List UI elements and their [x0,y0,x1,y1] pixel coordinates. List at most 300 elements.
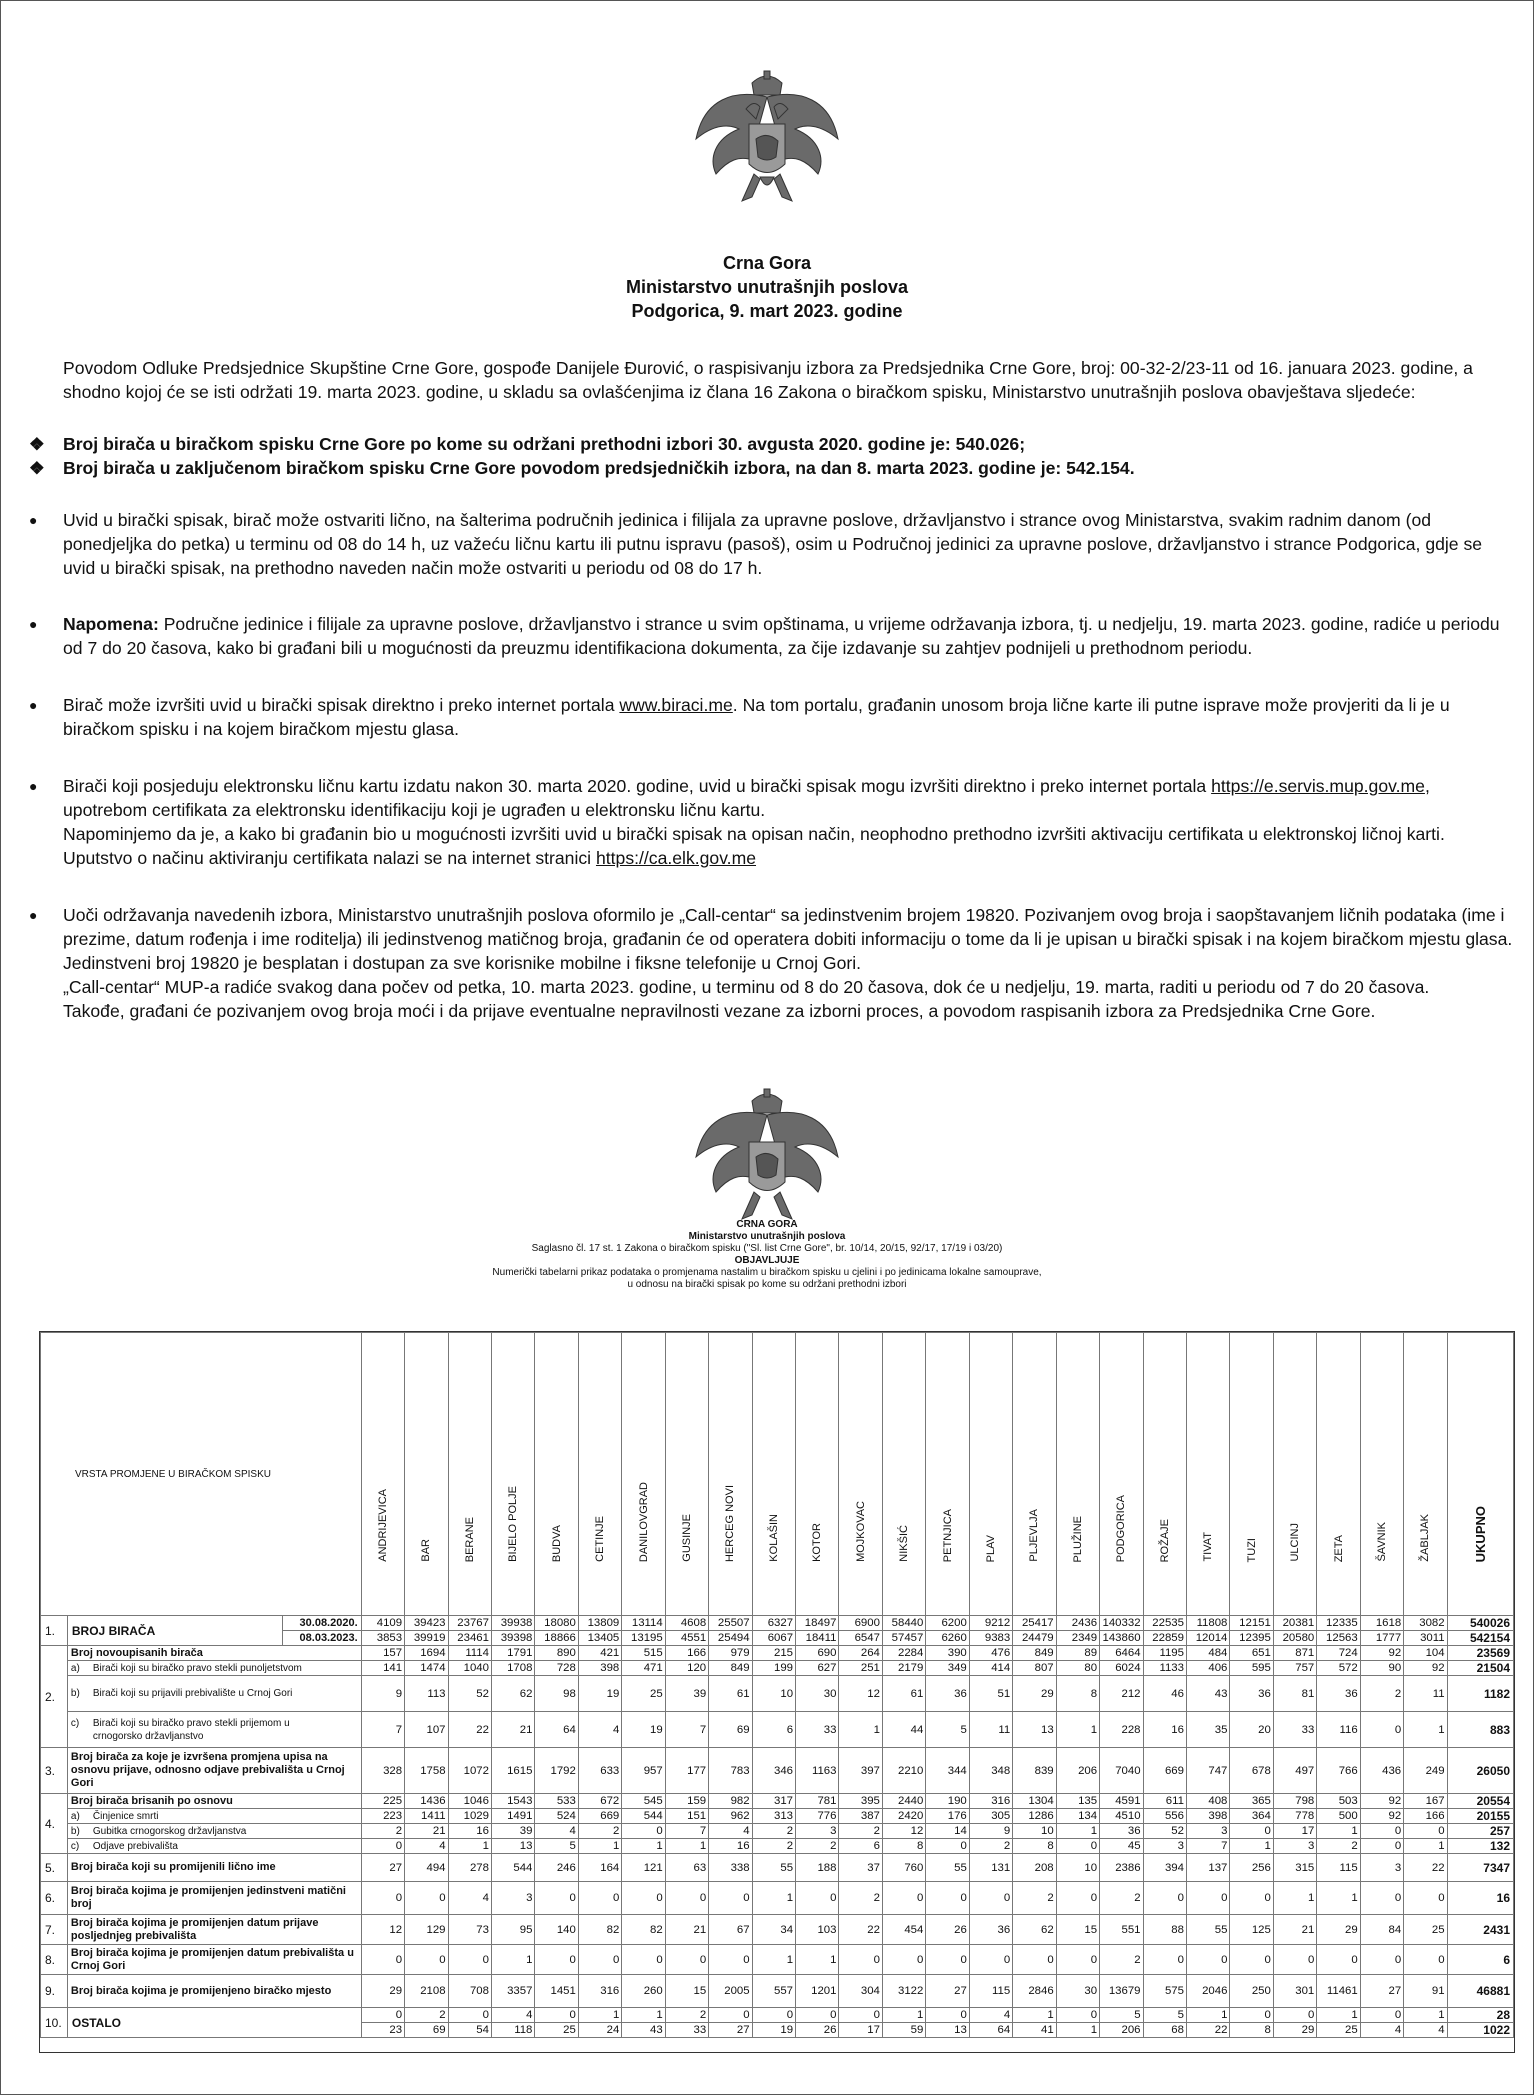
total-cell: 16 [1447,1882,1513,1915]
value-cell: 776 [796,1809,839,1824]
value-cell: 26 [796,2023,839,2038]
value-cell: 6900 [839,1616,882,1631]
bullet-dot-icon: ● [29,907,38,923]
value-cell: 328 [361,1748,404,1794]
municipality-name: ŽABLJAK [1419,1514,1432,1562]
value-cell: 0 [1360,1712,1403,1748]
value-cell: 0 [1230,2008,1273,2023]
value-cell: 27 [361,1854,404,1882]
table-row [41,1809,1514,1824]
value-cell: 11808 [1186,1616,1229,1631]
municipality-name: ULCINJ [1289,1523,1302,1562]
value-cell: 46 [1143,1676,1186,1712]
sub-row-key: a) [70,1662,80,1674]
sub-row-label [67,1661,361,1676]
value-cell: 61 [709,1676,752,1712]
value-cell: 778 [1273,1809,1316,1824]
value-cell: 67 [709,1915,752,1945]
value-cell: 10 [752,1676,795,1712]
value-cell: 29 [1273,2023,1316,2038]
value-cell: 1304 [1013,1794,1056,1809]
value-cell: 669 [1143,1748,1186,1794]
value-cell: 121 [622,1854,665,1882]
value-cell: 82 [578,1915,621,1945]
value-cell: 0 [839,2008,882,2023]
value-cell: 21 [405,1824,448,1839]
bullet-portal [29,693,1513,741]
value-cell: 348 [969,1748,1012,1794]
value-cell: 1195 [1143,1646,1186,1661]
municipality-column-header [839,1333,882,1616]
value-cell: 10 [1056,1854,1099,1882]
value-cell: 798 [1273,1794,1316,1809]
value-cell: 1072 [448,1748,491,1794]
value-cell: 3 [1143,1839,1186,1854]
value-cell: 24 [578,2023,621,2038]
sub-row-label [67,1809,361,1824]
value-cell: 141 [361,1661,404,1676]
municipality-column-header [1360,1333,1403,1616]
value-cell: 839 [1013,1748,1056,1794]
total-cell: 1182 [1447,1676,1513,1712]
municipality-name: TUZI [1245,1537,1258,1562]
value-cell: 344 [926,1748,969,1794]
value-cell: 62 [1013,1915,1056,1945]
value-cell: 724 [1317,1646,1360,1661]
value-cell: 64 [969,2023,1012,2038]
value-cell: 1615 [491,1748,534,1794]
value-cell: 1 [622,1839,665,1854]
notice-desc-2: u odnosu na birački spisak po kome su održani prethodni izbori [627,1279,907,1290]
value-cell: 177 [665,1748,708,1794]
row-number: 1. [41,1616,68,1646]
value-cell: 8 [1056,1676,1099,1712]
table-row [41,1824,1514,1839]
value-cell: 57457 [882,1631,925,1646]
value-cell: 21 [1273,1915,1316,1945]
municipality-column-header [1056,1333,1099,1616]
value-cell: 500 [1317,1809,1360,1824]
value-cell: 390 [926,1646,969,1661]
value-cell: 13679 [1100,1975,1143,2008]
value-cell: 51 [969,1676,1012,1712]
value-cell: 27 [709,2023,752,2038]
value-cell: 30 [796,1676,839,1712]
value-cell: 0 [882,1945,925,1975]
value-cell: 55 [752,1854,795,1882]
value-cell: 80 [1056,1661,1099,1676]
municipality-column-header [1186,1333,1229,1616]
value-cell: 315 [1273,1854,1316,1882]
municipality-name: ZETA [1332,1534,1345,1562]
table-row [41,1616,1514,1631]
value-cell: 397 [839,1748,882,1794]
value-cell: 0 [1404,1945,1447,1975]
municipality-column-header [448,1333,491,1616]
value-cell: 690 [796,1646,839,1661]
value-cell: 44 [882,1712,925,1748]
header-date: Podgorica, 9. mart 2023. godine [631,301,903,321]
municipality-column-header [796,1333,839,1616]
value-cell: 1029 [448,1809,491,1824]
municipality-column-header [926,1333,969,1616]
value-cell: 3 [796,1824,839,1839]
value-cell: 9383 [969,1631,1012,1646]
value-cell: 2846 [1013,1975,1056,2008]
portal-text-b: . Na tom portalu, građanin unosom broja lične karte ili putne isprave može provjeriti da li je u biračkom spisku i na kojem biračkom mjestu glasa. [63,695,1450,739]
value-cell: 13 [1013,1712,1056,1748]
value-cell: 82 [622,1915,665,1945]
value-cell: 4 [709,1824,752,1839]
value-cell: 43 [1186,1676,1229,1712]
table-row [41,1794,1514,1809]
highlight-text: Broj birača u zaključenom biračkom spisku Crne Gore povodom predsjedničkih izbora, na dan 8. marta 2023. godine je: 542.154. [63,458,1135,478]
municipality-name: MOJKOVAC [854,1501,867,1562]
value-cell: 364 [1230,1809,1273,1824]
municipality-name: HERCEG NOVI [724,1484,737,1562]
table-grid [40,1332,1514,2038]
call-text-b: „Call-centar“ MUP-a radiće svakog dana počev od petka, 10. marta 2023. godine, u terminu od 8 do 20 časova, dok će u nedjelju, 19. marta, raditi u periodu od 7 do 20 časova. [63,977,1430,997]
value-cell: 890 [535,1646,578,1661]
value-cell: 256 [1230,1854,1273,1882]
value-cell: 0 [535,2008,578,2023]
value-cell: 39 [665,1676,708,1712]
value-cell: 3357 [491,1975,534,2008]
value-cell: 0 [709,1882,752,1915]
value-cell: 0 [1404,1882,1447,1915]
value-cell: 249 [1404,1748,1447,1794]
sub-row-key: c) [70,1840,80,1852]
value-cell: 1 [1056,1712,1099,1748]
sub-row-text: Odjave prebivališta [92,1840,178,1852]
row-label: Broj birača kojima je promijenjen jedinstveni matični broj [67,1882,361,1915]
value-cell: 159 [665,1794,708,1809]
value-cell: 1 [1056,2023,1099,2038]
value-cell: 2 [1013,1882,1056,1915]
municipality-name: PLJEVLJA [1028,1509,1041,1562]
value-cell: 1 [1056,1824,1099,1839]
value-cell: 0 [1143,1882,1186,1915]
value-cell: 25 [622,1676,665,1712]
municipality-column-header [752,1333,795,1616]
value-cell: 58440 [882,1616,925,1631]
value-cell: 2436 [1056,1616,1099,1631]
value-cell: 61 [882,1676,925,1712]
value-cell: 2 [1100,1945,1143,1975]
value-cell: 115 [969,1975,1012,2008]
value-cell: 7 [665,1824,708,1839]
value-cell: 36 [926,1676,969,1712]
value-cell: 313 [752,1809,795,1824]
value-cell: 2210 [882,1748,925,1794]
value-cell: 1 [1013,2008,1056,2023]
value-cell: 2386 [1100,1854,1143,1882]
total-cell: 20155 [1447,1809,1513,1824]
value-cell: 0 [1360,2008,1403,2023]
bullet-callcentar [29,903,1513,1023]
value-cell: 0 [1056,2008,1099,2023]
value-cell: 849 [1013,1646,1056,1661]
value-cell: 338 [709,1854,752,1882]
value-cell: 627 [796,1661,839,1676]
value-cell: 20381 [1273,1616,1316,1631]
value-cell: 12335 [1317,1616,1360,1631]
value-cell: 1618 [1360,1616,1403,1631]
value-cell: 1708 [491,1661,534,1676]
value-cell: 406 [1186,1661,1229,1676]
total-cell: 1022 [1447,2023,1513,2038]
value-cell: 89 [1056,1646,1099,1661]
value-cell: 22 [839,1915,882,1945]
value-cell: 13 [926,2023,969,2038]
value-cell: 3122 [882,1975,925,2008]
eservis-link[interactable]: https://e.servis.mup.gov.me [1211,776,1425,796]
value-cell: 11 [969,1712,1012,1748]
value-cell: 0 [1273,2008,1316,2023]
municipality-name: BIJELO POLJE [507,1486,520,1562]
value-cell: 43 [622,2023,665,2038]
sub-row-label [67,1824,361,1839]
value-cell: 24479 [1013,1631,1056,1646]
value-cell: 6067 [752,1631,795,1646]
value-cell: 0 [535,1945,578,1975]
value-cell: 19 [752,2023,795,2038]
value-cell: 0 [1404,1824,1447,1839]
value-cell: 633 [578,1748,621,1794]
bullet-napomena [29,612,1513,660]
value-cell: 651 [1230,1646,1273,1661]
value-cell: 849 [709,1661,752,1676]
value-cell: 16 [709,1839,752,1854]
value-cell: 1114 [448,1646,491,1661]
value-cell: 0 [448,2008,491,2023]
value-cell: 6260 [926,1631,969,1646]
value-cell: 304 [839,1975,882,2008]
bullet-uvid [29,508,1513,580]
value-cell: 669 [578,1809,621,1824]
value-cell: 199 [752,1661,795,1676]
value-cell: 807 [1013,1661,1056,1676]
notice-country: CRNA GORA [736,1219,798,1230]
value-cell: 246 [535,1854,578,1882]
value-cell: 6327 [752,1616,795,1631]
value-cell: 39938 [491,1616,534,1631]
municipality-column-header [1230,1333,1273,1616]
highlight-text: Broj birača u biračkom spisku Crne Gore po kome su održani prethodni izbori 30. avgusta 2020. godine je: 540.026; [63,434,1026,454]
bullet-elk [29,774,1513,870]
value-cell: 54 [448,2023,491,2038]
value-cell: 346 [752,1748,795,1794]
municipality-column-header [1404,1333,1447,1616]
value-cell: 2005 [709,1975,752,2008]
value-cell: 0 [665,1882,708,1915]
value-cell: 7 [361,1712,404,1748]
value-cell: 421 [578,1646,621,1661]
total-column-header [1447,1333,1513,1616]
value-cell: 0 [361,2008,404,2023]
value-cell: 3853 [361,1631,404,1646]
row-label: Broj birača kojima je promijenjen datum prijave posljednjeg prebivališta [67,1915,361,1945]
value-cell: 11461 [1317,1975,1360,2008]
municipality-name: PETNJICA [941,1508,954,1562]
value-cell: 1 [1317,2008,1360,2023]
biraci-link[interactable]: www.biraci.me [619,695,733,715]
value-cell: 39398 [491,1631,534,1646]
value-cell: 4510 [1100,1809,1143,1824]
value-cell: 12395 [1230,1631,1273,1646]
municipality-name: KOLAŠIN [767,1514,780,1562]
value-cell: 2 [839,1824,882,1839]
municipality-column-header [1317,1333,1360,1616]
value-cell: 387 [839,1809,882,1824]
value-cell: 37 [839,1854,882,1882]
table-row [41,1661,1514,1676]
value-cell: 215 [752,1646,795,1661]
value-cell: 9 [361,1676,404,1712]
value-cell: 23 [361,2023,404,2038]
bullet-dot-icon: ● [29,616,38,632]
municipality-name: BUDVA [550,1524,563,1562]
value-cell: 18080 [535,1616,578,1631]
value-cell: 11 [1404,1676,1447,1712]
value-cell: 1201 [796,1975,839,2008]
value-cell: 757 [1273,1661,1316,1676]
row-label: Broj birača za koje je izvršena promjena upisa na osnovu prijave, odnosno odjave prebivališta u Crnoj Gori [67,1748,361,1794]
value-cell: 1 [839,1712,882,1748]
value-cell: 98 [535,1676,578,1712]
value-cell: 13114 [622,1616,665,1631]
value-cell: 0 [709,2008,752,2023]
value-cell: 2 [1360,1676,1403,1712]
value-cell: 1133 [1143,1661,1186,1676]
value-cell: 18866 [535,1631,578,1646]
value-cell: 225 [361,1794,404,1809]
value-cell: 3011 [1404,1631,1447,1646]
value-cell: 29 [1013,1676,1056,1712]
table-header-row [41,1333,1514,1616]
value-cell: 166 [1404,1809,1447,1824]
value-cell: 305 [969,1809,1012,1824]
sub-row-text: Gubitka crnogorskog državljanstva [92,1825,247,1837]
value-cell: 135 [1056,1794,1099,1809]
value-cell: 962 [709,1809,752,1824]
value-cell: 131 [969,1854,1012,1882]
value-cell: 316 [578,1975,621,2008]
value-cell: 22 [1186,2023,1229,2038]
value-cell: 0 [448,1945,491,1975]
value-cell: 0 [839,1945,882,1975]
sub-row-key: b) [70,1825,80,1837]
value-cell: 69 [709,1712,752,1748]
sub-row-label [67,1676,361,1712]
value-cell: 176 [926,1809,969,1824]
value-cell: 45 [1100,1839,1143,1854]
value-cell: 36 [1100,1824,1143,1839]
value-cell: 1543 [491,1794,534,1809]
ca-elk-link[interactable]: https://ca.elk.gov.me [595,848,757,868]
value-cell: 62 [491,1676,534,1712]
value-cell: 476 [969,1646,1012,1661]
value-cell: 0 [1273,1945,1316,1975]
value-cell: 12 [882,1824,925,1839]
value-cell: 1 [578,2008,621,2023]
value-cell: 2 [796,1839,839,1854]
value-cell: 120 [665,1661,708,1676]
value-cell: 1792 [535,1748,578,1794]
value-cell: 3 [1360,1854,1403,1882]
municipality-name: KOTOR [811,1523,824,1562]
sub-row-text: Činjenice smrti [92,1810,159,1822]
value-cell: 6200 [926,1616,969,1631]
value-cell: 10 [1013,1824,1056,1839]
value-cell: 1694 [405,1646,448,1661]
notice-desc-1: Numerički tabelarni prikaz podataka o promjenama nastalim u biračkom spisku u cjelini i po jedinicama lokalne samouprave, [492,1267,1042,1278]
value-cell: 556 [1143,1809,1186,1824]
value-cell: 1758 [405,1748,448,1794]
value-cell: 6 [752,1712,795,1748]
value-cell: 4 [1404,2023,1447,2038]
value-cell: 206 [1100,2023,1143,2038]
row-label: Broj birača brisanih po osnovu [67,1794,361,1809]
label-column-header: VRSTA PROMJENE U BIRAČKOM SPISKU [41,1333,362,1616]
value-cell: 2 [839,1882,882,1915]
value-cell: 92 [1404,1661,1447,1676]
table-row [41,1712,1514,1748]
value-cell: 15 [665,1975,708,2008]
value-cell: 25494 [709,1631,752,1646]
value-cell: 22535 [1143,1616,1186,1631]
header-ministry: Ministarstvo unutrašnjih poslova [625,277,909,297]
value-cell: 34 [752,1915,795,1945]
value-cell: 0 [405,1945,448,1975]
row-label: Broj novoupisanih birača [67,1646,361,1661]
intro-paragraph: Povodom Odluke Predsjednice Skupštine Crne Gore, gospođe Danijele Đurović, o raspisivanju izbora za Predsjednika Crne Gore, broj: 00-32-2/23-11 od 16. januara 2023. godine, a shodno kojoj će se isti održati 19. marta 2023. godine, u skladu sa ovlašćenjima iz člana 16 Zakona o biračkom spisku, Ministarstvo unutrašnjih poslova obavještava sljedeće: [63,358,1473,402]
value-cell: 23461 [448,1631,491,1646]
value-cell: 2349 [1056,1631,1099,1646]
table-row [41,2008,1514,2023]
value-cell: 611 [1143,1794,1186,1809]
municipality-column-header [1100,1333,1143,1616]
municipality-column-header [491,1333,534,1616]
value-cell: 1286 [1013,1809,1056,1824]
value-cell: 1 [1404,2008,1447,2023]
value-cell: 2284 [882,1646,925,1661]
value-cell: 0 [1360,1882,1403,1915]
highlight-item [29,456,1513,480]
value-cell: 0 [622,1945,665,1975]
row-label: Broj birača kojima je promijenjen datum prebivališta u Crnoj Gori [67,1945,361,1975]
value-cell: 9212 [969,1616,1012,1631]
value-cell: 33 [665,2023,708,2038]
value-cell: 398 [1186,1809,1229,1824]
value-cell: 81 [1273,1676,1316,1712]
value-cell: 264 [839,1646,882,1661]
value-cell: 113 [405,1676,448,1712]
total-cell: 28 [1447,2008,1513,2023]
total-cell: 6 [1447,1945,1513,1975]
row-label: BROJ BIRAČA [67,1616,282,1646]
municipality-column-header [1143,1333,1186,1616]
value-cell: 4109 [361,1616,404,1631]
value-cell: 0 [1360,1824,1403,1839]
value-cell: 0 [796,1882,839,1915]
value-cell: 107 [405,1712,448,1748]
municipality-name: TIVAT [1202,1532,1215,1562]
value-cell: 29 [1317,1915,1360,1945]
value-cell: 14 [926,1824,969,1839]
value-cell: 212 [1100,1676,1143,1712]
value-cell: 783 [709,1748,752,1794]
